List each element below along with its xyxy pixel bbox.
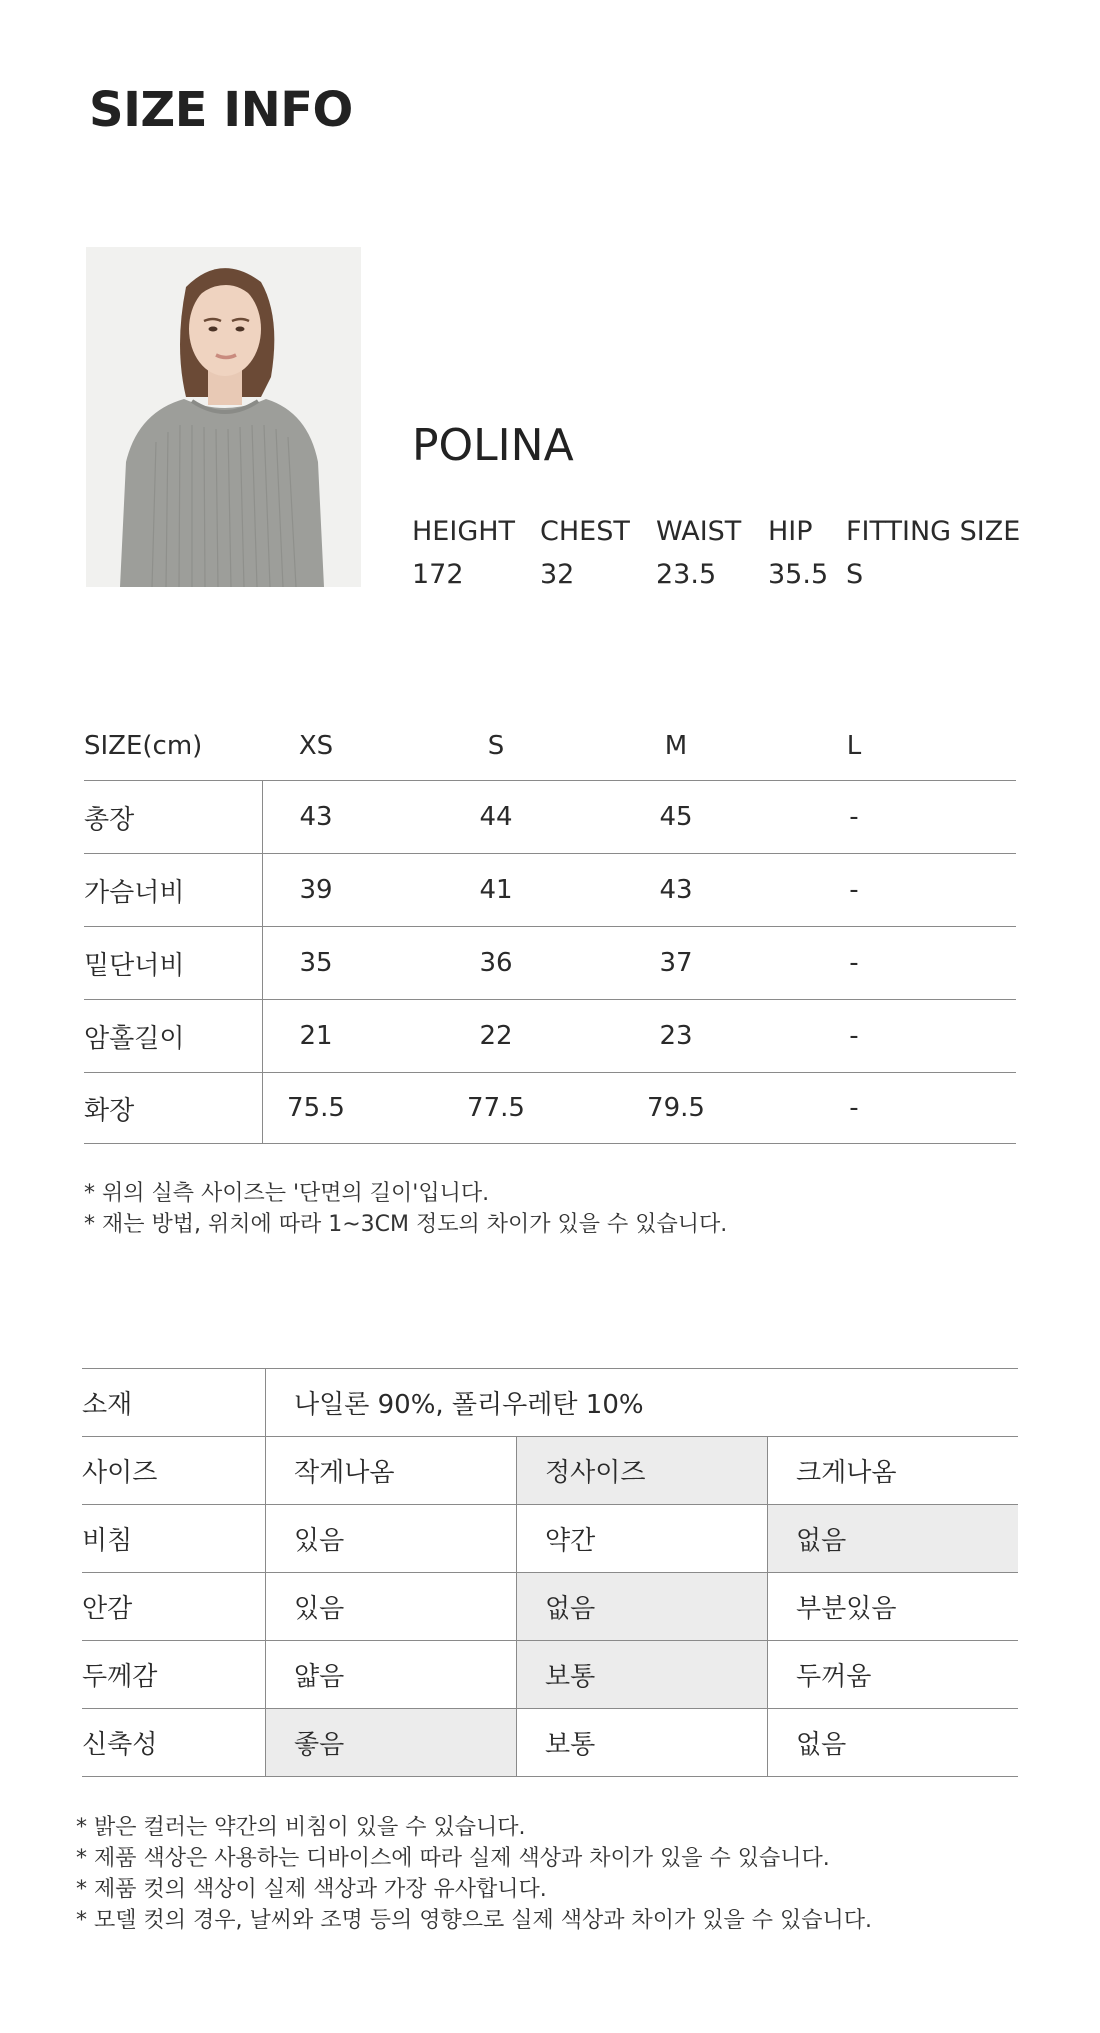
measurement-fitting-size: [846, 510, 1020, 596]
measurement-value: S: [846, 559, 864, 590]
cell-m: 45: [659, 802, 693, 832]
cell-l: -: [849, 1021, 859, 1051]
table-row: [84, 1073, 1016, 1144]
cell-s: 36: [479, 948, 513, 978]
cell-l: -: [849, 875, 859, 905]
size-table: [84, 712, 1016, 1144]
material-row: [82, 1369, 1018, 1437]
cell-s: 41: [479, 875, 513, 905]
note-line: * 제품 색상은 사용하는 디바이스에 따라 실제 색상과 차이가 있을 수 있습니다.: [76, 1846, 830, 1871]
measurement-value: 35.5: [768, 559, 829, 590]
row-label: 가슴너비: [84, 877, 185, 908]
measurement-hip: [768, 510, 828, 596]
row-label: 두께감: [82, 1662, 158, 1692]
row-label: 신축성: [82, 1730, 158, 1760]
cell-m: 79.5: [647, 1093, 705, 1123]
option-cell: 있음: [265, 1505, 516, 1572]
model-photo: [86, 247, 361, 587]
measurement-label: HIP: [768, 516, 813, 547]
page-title: SIZE INFO: [89, 82, 353, 138]
note-line: * 위의 실측 사이즈는 '단면의 길이'입니다.: [84, 1181, 490, 1206]
measurement-value: 172: [412, 559, 464, 590]
note-line: * 제품 컷의 색상이 실제 색상과 가장 유사합니다.: [76, 1877, 547, 1902]
row-label: 안감: [82, 1594, 133, 1624]
header-size-l: L: [846, 731, 862, 761]
fit-row-lining: [82, 1573, 1018, 1641]
option-cell: 작게나옴: [265, 1437, 516, 1504]
cell-s: 22: [479, 1021, 513, 1051]
measurement-value: 23.5: [656, 559, 717, 590]
option-cell-selected: 없음: [767, 1505, 1018, 1572]
header-size-unit: SIZE(cm): [84, 731, 203, 761]
option-cell: 얇음: [265, 1641, 516, 1708]
cell-s: 44: [479, 802, 513, 832]
option-cell: 두꺼움: [767, 1641, 1018, 1708]
material-value: 나일론 90%, 폴리우레탄 10%: [265, 1369, 1018, 1436]
cell-m: 43: [659, 875, 693, 905]
measurement-label: WAIST: [656, 516, 742, 547]
material-table: [82, 1368, 1018, 1777]
table-row: [84, 854, 1016, 927]
note-line: * 밝은 컬러는 약간의 비침이 있을 수 있습니다.: [76, 1815, 526, 1840]
option-cell-selected: 좋음: [265, 1709, 516, 1776]
measurement-waist: [656, 510, 741, 596]
cell-m: 37: [659, 948, 693, 978]
cell-l: -: [849, 802, 859, 832]
row-label: 비침: [82, 1526, 133, 1556]
table-row: [84, 927, 1016, 1000]
fit-row-size: [82, 1437, 1018, 1505]
option-cell: 크게나옴: [767, 1437, 1018, 1504]
measurement-chest: [540, 510, 630, 596]
row-label: 암홀길이: [84, 1023, 185, 1054]
cell-l: -: [849, 948, 859, 978]
cell-m: 23: [659, 1021, 693, 1051]
fit-row-thickness: [82, 1641, 1018, 1709]
option-cell-selected: 정사이즈: [516, 1437, 767, 1504]
measurement-value: 32: [540, 559, 575, 590]
row-label: 사이즈: [82, 1458, 158, 1488]
cell-xs: 35: [299, 948, 333, 978]
option-cell: 없음: [767, 1709, 1018, 1776]
header-size-m: M: [664, 731, 688, 761]
size-table-header: [84, 712, 1016, 781]
option-cell: 보통: [516, 1709, 767, 1776]
model-illustration: [86, 247, 361, 587]
header-size-xs: XS: [298, 731, 334, 761]
measurement-label: FITTING SIZE: [846, 516, 1021, 547]
option-cell-selected: 없음: [516, 1573, 767, 1640]
measurement-height: [412, 510, 515, 596]
model-name: POLINA: [412, 420, 574, 471]
cell-xs: 21: [299, 1021, 333, 1051]
row-label: 총장: [84, 804, 135, 835]
option-cell-selected: 보통: [516, 1641, 767, 1708]
note-line: * 재는 방법, 위치에 따라 1~3CM 정도의 차이가 있을 수 있습니다.: [84, 1212, 728, 1237]
row-label: 밑단너비: [84, 950, 185, 981]
table-row: [84, 781, 1016, 854]
measurement-label: CHEST: [540, 516, 630, 547]
option-cell: 부분있음: [767, 1573, 1018, 1640]
row-label: 소재: [82, 1390, 133, 1420]
cell-xs: 75.5: [287, 1093, 345, 1123]
option-cell: 약간: [516, 1505, 767, 1572]
cell-l: -: [849, 1093, 859, 1123]
cell-xs: 43: [299, 802, 333, 832]
row-label: 화장: [84, 1095, 135, 1126]
measurement-label: HEIGHT: [412, 516, 516, 547]
product-notes: [76, 1812, 872, 1936]
fit-row-sheerness: [82, 1505, 1018, 1573]
size-notes: [84, 1178, 727, 1240]
cell-s: 77.5: [467, 1093, 525, 1123]
fit-row-stretch: [82, 1709, 1018, 1777]
table-row: [84, 1000, 1016, 1073]
header-size-s: S: [487, 731, 505, 761]
cell-xs: 39: [299, 875, 333, 905]
note-line: * 모델 컷의 경우, 날씨와 조명 등의 영향으로 실제 색상과 차이가 있을 수 있습니다.: [76, 1908, 872, 1933]
option-cell: 있음: [265, 1573, 516, 1640]
